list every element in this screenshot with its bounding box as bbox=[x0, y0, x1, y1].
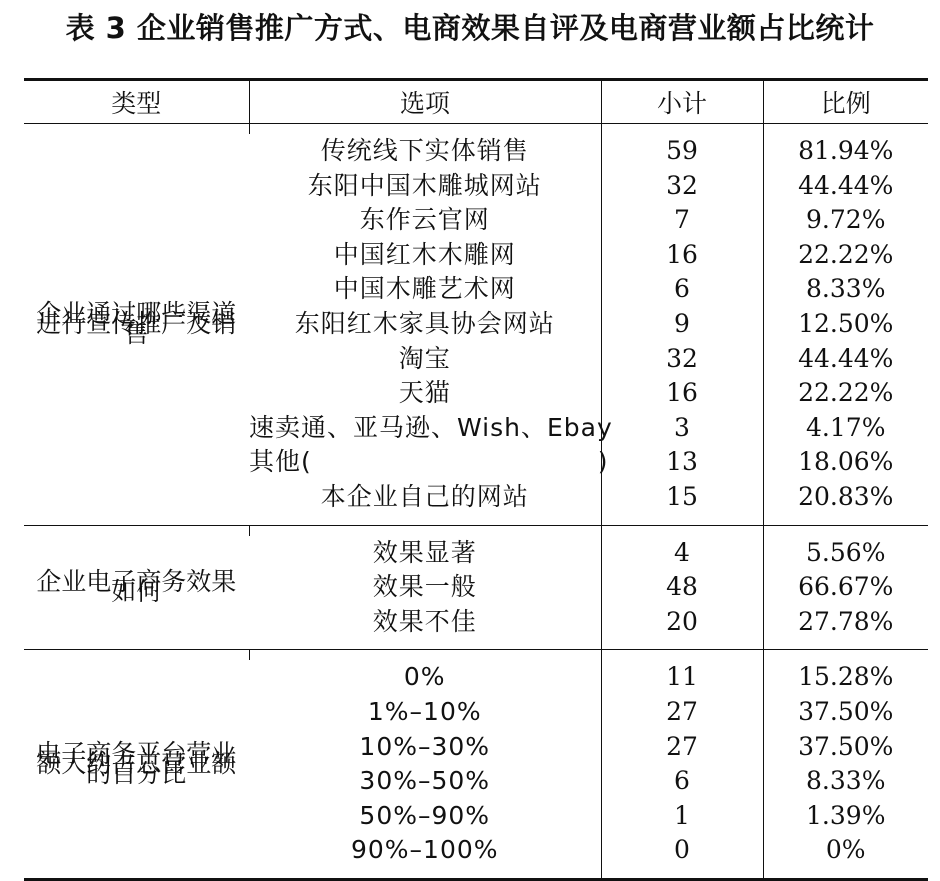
header-ratio: 比例 bbox=[763, 80, 928, 124]
count-cell: 48 bbox=[601, 570, 763, 605]
ratio-cell: 12.50% bbox=[763, 307, 928, 342]
ratio-cell: 22.22% bbox=[763, 238, 928, 273]
option-cell: 效果显著 bbox=[372, 537, 477, 567]
ratio-cell: 27.78% bbox=[763, 605, 928, 640]
option-cell: 30%–50% bbox=[359, 766, 491, 796]
count-cell: 15 bbox=[601, 480, 763, 515]
count-cell: 13 bbox=[601, 445, 763, 480]
count-cell: 32 bbox=[601, 342, 763, 377]
count-cell: 16 bbox=[601, 376, 763, 411]
count-cell: 6 bbox=[601, 764, 763, 799]
ratio-cell: 9.72% bbox=[763, 203, 928, 238]
ratio-cell: 22.22% bbox=[763, 376, 928, 411]
option-cell: 10%–30% bbox=[359, 731, 491, 761]
count-cell: 9 bbox=[601, 307, 763, 342]
group-type-cell: 企业通过哪些渠道进行宣传推广及销售 bbox=[36, 299, 237, 349]
table-group bbox=[24, 124, 928, 526]
option-cell: 传统线下实体销售 bbox=[320, 136, 529, 165]
option-cell: 本企业自己的网站 bbox=[320, 481, 529, 511]
count-cell: 3 bbox=[601, 411, 763, 446]
ratio-cell: 8.33% bbox=[763, 272, 928, 307]
count-cell: 4 bbox=[601, 536, 763, 571]
option-cell: 效果不佳 bbox=[372, 606, 477, 636]
ratio-cell: 4.17% bbox=[763, 411, 928, 446]
count-cell: 32 bbox=[601, 169, 763, 204]
count-cell: 20 bbox=[601, 605, 763, 640]
ratio-cell: 37.50% bbox=[763, 730, 928, 765]
count-cell: 6 bbox=[601, 272, 763, 307]
group-type-cell: 企业电子商务效果如何 bbox=[36, 567, 237, 607]
count-cell: 11 bbox=[601, 660, 763, 695]
table-header bbox=[24, 80, 928, 124]
ratio-cell: 44.44% bbox=[763, 169, 928, 204]
ratio-cell: 81.94% bbox=[763, 134, 928, 169]
option-cell: 天猫 bbox=[398, 378, 451, 408]
ratio-cell: 66.67% bbox=[763, 570, 928, 605]
count-cell: 59 bbox=[601, 134, 763, 169]
count-cell: 7 bbox=[601, 203, 763, 238]
ratio-cell: 20.83% bbox=[763, 480, 928, 515]
count-cell: 27 bbox=[601, 695, 763, 730]
table-title: 表 3 企业销售推广方式、电商效果自评及电商营业额占比统计 bbox=[65, 11, 875, 45]
ratio-cell: 0% bbox=[763, 833, 928, 868]
header-count: 小计 bbox=[601, 80, 763, 124]
count-cell: 27 bbox=[601, 730, 763, 765]
option-cell: 中国红木木雕网 bbox=[333, 239, 516, 269]
count-cell: 16 bbox=[601, 238, 763, 273]
ratio-cell: 37.50% bbox=[763, 695, 928, 730]
option-cell: 中国木雕艺术网 bbox=[333, 274, 516, 304]
option-cell: 速卖通、亚马逊、Wish、Ebay bbox=[249, 412, 613, 442]
statistics-table bbox=[24, 78, 928, 881]
option-cell: 其他( ) bbox=[249, 447, 609, 477]
option-cell: 东阳红木家具协会网站 bbox=[294, 308, 555, 338]
header-option: 选项 bbox=[249, 80, 601, 124]
option-cell: 1%–10% bbox=[367, 696, 482, 726]
ratio-cell: 15.28% bbox=[763, 660, 928, 695]
group-type-cell: 电子商务平台营业额大约占总营业额的百分比 bbox=[36, 739, 237, 789]
ratio-cell: 44.44% bbox=[763, 342, 928, 377]
ratio-cell: 18.06% bbox=[763, 445, 928, 480]
count-cell: 1 bbox=[601, 799, 763, 834]
option-cell: 东作云官网 bbox=[359, 205, 490, 235]
option-cell: 淘宝 bbox=[398, 343, 451, 373]
header-type: 类型 bbox=[111, 89, 162, 118]
table-group bbox=[24, 650, 928, 880]
option-cell: 50%–90% bbox=[359, 800, 491, 830]
count-cell: 0 bbox=[601, 833, 763, 868]
option-cell: 90%–100% bbox=[350, 835, 499, 865]
table-group bbox=[24, 525, 928, 650]
option-cell: 效果一般 bbox=[372, 572, 477, 602]
ratio-cell: 5.56% bbox=[763, 536, 928, 571]
ratio-cell: 8.33% bbox=[763, 764, 928, 799]
option-cell: 东阳中国木雕城网站 bbox=[307, 170, 542, 200]
ratio-cell: 1.39% bbox=[763, 799, 928, 834]
option-cell: 0% bbox=[403, 662, 446, 692]
